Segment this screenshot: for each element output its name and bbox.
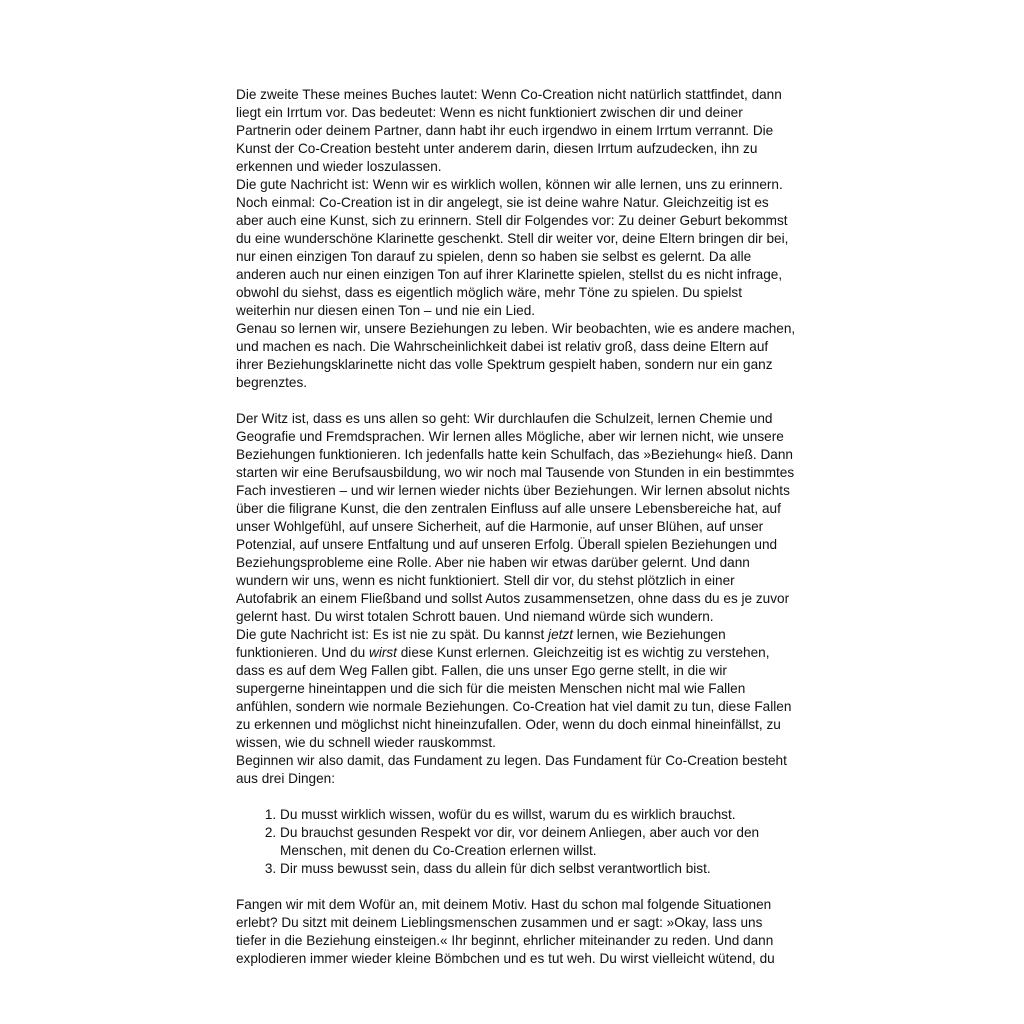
- text-run: lernen, wie Beziehungen funktionieren. Und du: [236, 627, 726, 660]
- paragraph-gap: [236, 788, 796, 806]
- paragraph-motive: Fangen wir mit dem Wofür an, mit deinem Motiv. Hast du schon mal folgende Situationen erlebt? Du sitzt mit deinem Lieblingsmenschen zusammen und er sagt: »Okay, lass uns tiefer in die Beziehung einsteigen.« Ihr beginnt, ehrlicher miteinander zu reden. Und dann explodieren immer wieder kleine Bömbchen und es tut weh. Du wirst vielleicht wütend, du: [236, 897, 775, 966]
- text-run: Die gute Nachricht ist: Es ist nie zu spät. Du kannst: [236, 627, 549, 642]
- list-item: 1. Du musst wirklich wissen, wofür du es willst, warum du es wirklich brauchst.: [280, 806, 796, 824]
- text-run: diese Kunst erlernen. Gleichzeitig ist es wichtig zu verstehen, dass es auf dem Weg Fallen gibt. Fallen, die uns unser Ego gerne stellt, in die wir supergerne hineintappen und die sich für die meisten Menschen nicht mal wie Fallen anfühlen, sondern wie normale Beziehungen. Co-Creation hat viel damit zu tun, diese Fallen zu erkennen und möglichst nicht hineinzufallen. Oder, wenn du doch einmal hineinfällst, zu wissen, wie du schnell wieder rauskommst.: [236, 645, 792, 750]
- paragraph-gap: [236, 392, 796, 410]
- paragraph-foundation: Beginnen wir also damit, das Fundament zu legen. Das Fundament für Co-Creation besteht aus drei Dingen:: [236, 753, 787, 786]
- paragraph-relationships: Genau so lernen wir, unsere Beziehungen zu leben. Wir beobachten, wie es andere machen, und machen es nach. Die Wahrscheinlichkeit dabei ist relativ groß, dass deine Eltern auf ihrer Beziehungsklarinette nicht das volle Spektrum gespielt haben, sondern nur ein ganz begrenztes.: [236, 321, 796, 390]
- foundation-list: [236, 806, 796, 878]
- emphasis-wirst: wirst: [369, 645, 397, 660]
- paragraph-school: Der Witz ist, dass es uns allen so geht: Wir durchlaufen die Schulzeit, lernen Chemie und Geografie und Fremdsprachen. Wir lernen alles Mögliche, aber wir lernen nicht, wie unsere Beziehungen funktionieren. Ich jedenfalls hatte kein Schulfach, das »Beziehung« hieß. Dann starten wir eine Berufsausbildung, wo wir noch mal Tausende von Stunden in ein bestimmtes Fach investieren – und wir lernen wieder nichts über Beziehungen. Wir lernen absolut nichts über die filigrane Kunst, die den zentralen Einfluss auf alle unsere Lebensbereiche hat, auf unser Wohlgefühl, auf unsere Sicherheit, auf die Harmonie, auf unser Blühen, auf unser Potenzial, auf unsere Entfaltung und auf unseren Erfolg. Überall spielen Beziehungen und Beziehungsprobleme eine Rolle. Aber nie haben wir etwas darüber gelernt. Und dann wundern wir uns, wenn es nicht funktioniert. Stell dir vor, du stehst plötzlich in einer Autofabrik an einem Fließband und sollst Autos zusammensetzen, ohne dass du es je zuvor gelernt hast. Du wirst totalen Schrott bauen. Und niemand würde sich wundern.: [236, 411, 795, 624]
- document-page: [236, 86, 796, 968]
- paragraph-gap: [236, 878, 796, 896]
- list-item: 3. Dir muss bewusst sein, dass du allein für dich selbst verantwortlich bist.: [280, 860, 796, 878]
- paragraph-never-too-late: [236, 626, 796, 752]
- emphasis-jetzt: jetzt: [548, 627, 573, 642]
- paragraph-thesis: Die zweite These meines Buches lautet: Wenn Co-Creation nicht natürlich stattfindet, dann liegt ein Irrtum vor. Das bedeutet: Wenn es nicht funktioniert zwischen dir und deiner Partnerin oder deinem Partner, dann habt ihr euch irgendwo in einem Irrtum verrannt. Die Kunst der Co-Creation besteht unter anderem darin, diesen Irrtum aufzudecken, ihn zu erkennen und wieder loszulassen.: [236, 87, 782, 174]
- paragraph-good-news: Die gute Nachricht ist: Wenn wir es wirklich wollen, können wir alle lernen, uns zu erinnern. Noch einmal: Co-Creation ist in dir angelegt, sie ist deine wahre Natur. Gleichzeitig ist es aber auch eine Kunst, sich zu erinnern. Stell dir Folgendes vor: Zu deiner Geburt bekommst du eine wunderschöne Klarinette geschenkt. Stell dir weiter vor, deine Eltern bringen dir bei, nur einen einzigen Ton darauf zu spielen, denn so haben sie selbst es gelernt. Da alle anderen auch nur einen einzigen Ton auf ihrer Klarinette spielen, stellst du es nicht infrage, obwohl du siehst, dass es eigentlich möglich wäre, mehr Töne zu spielen. Du spielst weiterhin nur diesen einen Ton – und nie ein Lied.: [236, 177, 789, 318]
- list-item: 2. Du brauchst gesunden Respekt vor dir, vor deinem Anliegen, aber auch vor den Menschen, mit denen du Co-Creation erlernen willst.: [280, 824, 796, 860]
